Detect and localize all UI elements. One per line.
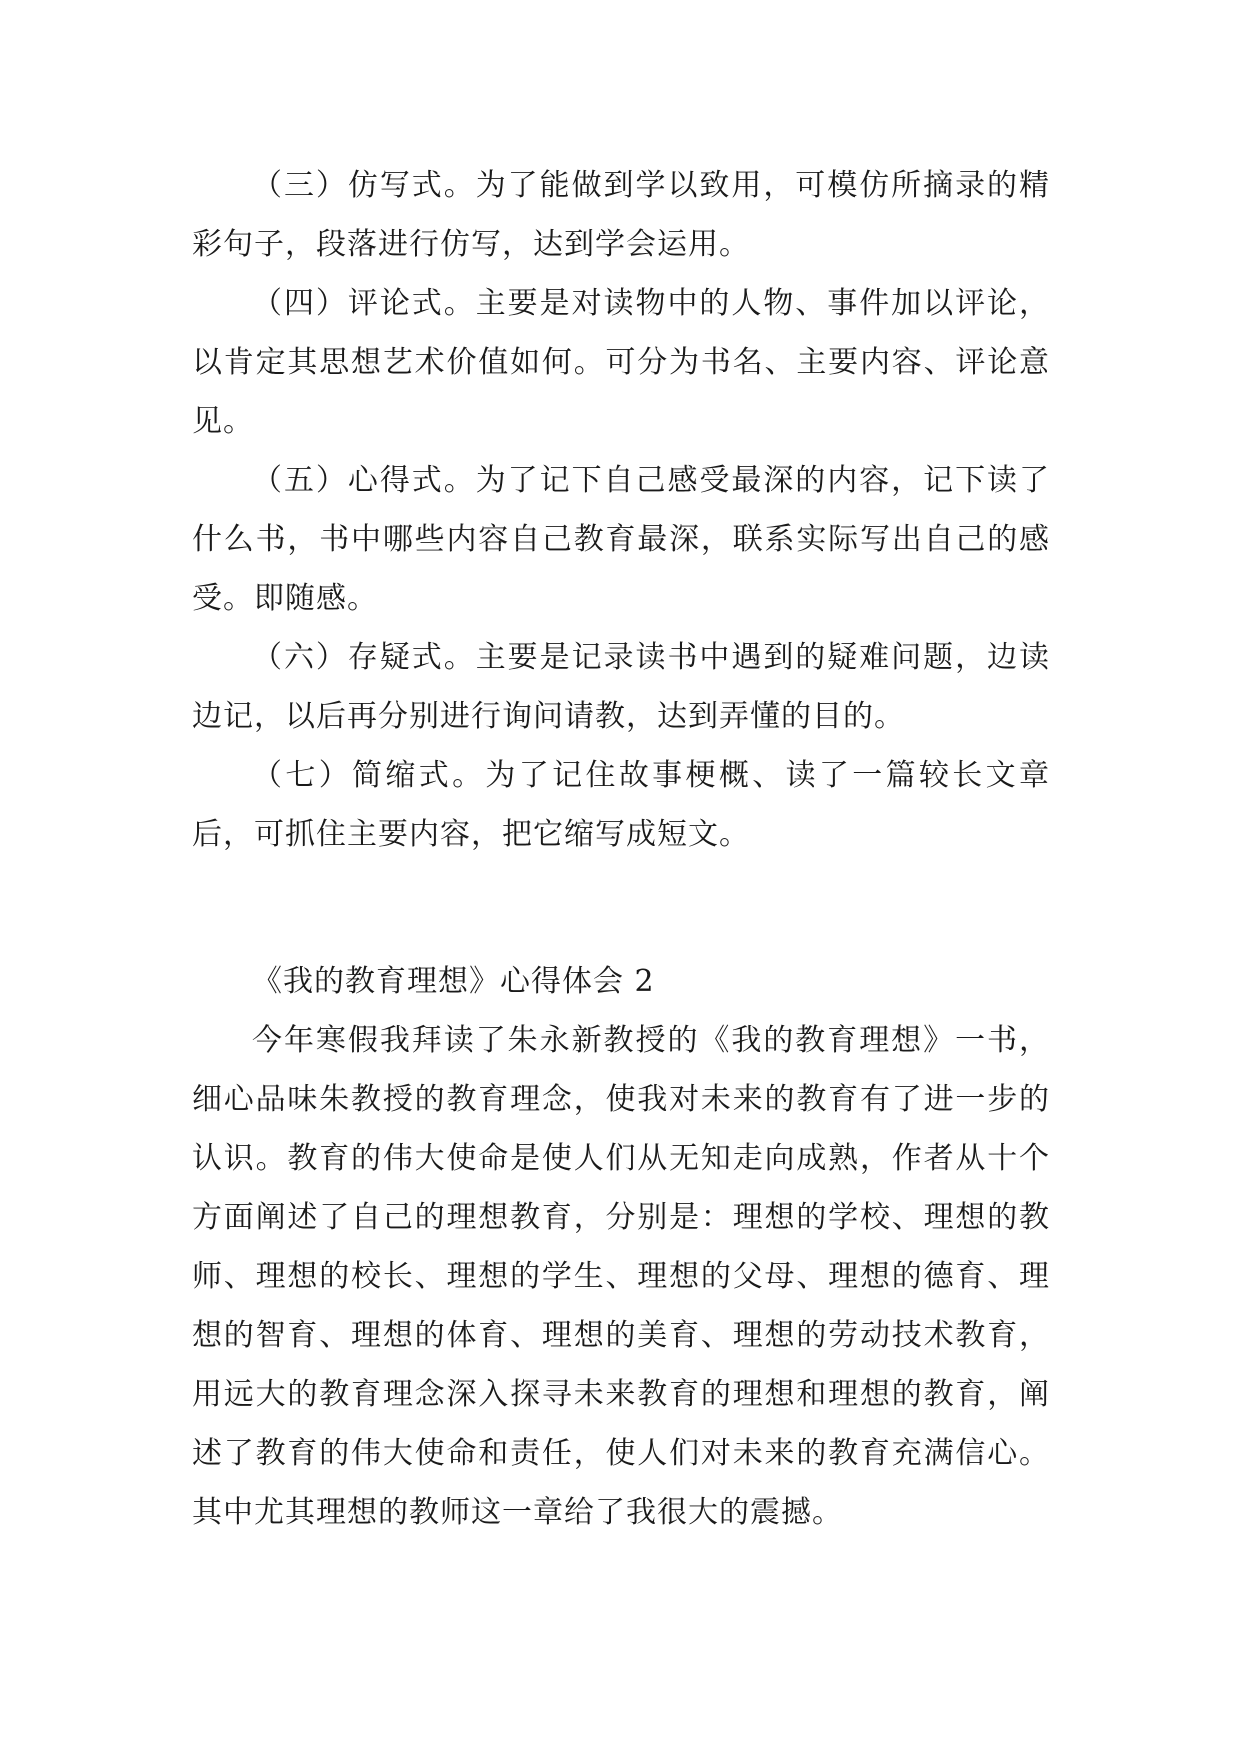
paragraph-method-6: （六）存疑式。主要是记录读书中遇到的疑难问题，边读边记，以后再分别进行询问请教，达到弄懂的目的。 <box>192 640 1050 734</box>
section-body-paragraph: 今年寒假我拜读了朱永新教授的《我的教育理想》一书，细心品味朱教授的教育理念，使我对未来的教育有了进一步的认识。教育的伟大使命是使人们从无知走向成熟，作者从十个方面阐述了自己的理想教育，分别是：理想的学校、理想的教师、理想的校长、理想的学生、理想的父母、理想的德育、理想的智育、理想的体育、理想的美育、理想的劳动技术教育，用远大的教育理念深入探寻未来教育的理想和理想的教育，阐述了教育的伟大使命和责任，使人们对未来的教育充满信心。其中尤其理想的教师这一章给了我很大的震撼。 <box>192 1023 1050 1530</box>
section-title: 《我的教育理想》心得体会 2 <box>252 964 655 999</box>
paragraph-method-4: （四）评论式。主要是对读物中的人物、事件加以评论，以肯定其思想艺术价值如何。可分为书名、主要内容、评论意见。 <box>192 286 1050 439</box>
document-body <box>192 156 1050 1542</box>
paragraph-method-3: （三）仿写式。为了能做到学以致用，可模仿所摘录的精彩句子，段落进行仿写，达到学会运用。 <box>192 168 1050 262</box>
section-spacer <box>192 864 1050 952</box>
paragraph-method-5: （五）心得式。为了记下自己感受最深的内容，记下读了什么书，书中哪些内容自己教育最深，联系实际写出自己的感受。即随感。 <box>192 463 1050 616</box>
paragraph-method-7: （七）简缩式。为了记住故事梗概、读了一篇较长文章后，可抓住主要内容，把它缩写成短文。 <box>192 758 1050 852</box>
